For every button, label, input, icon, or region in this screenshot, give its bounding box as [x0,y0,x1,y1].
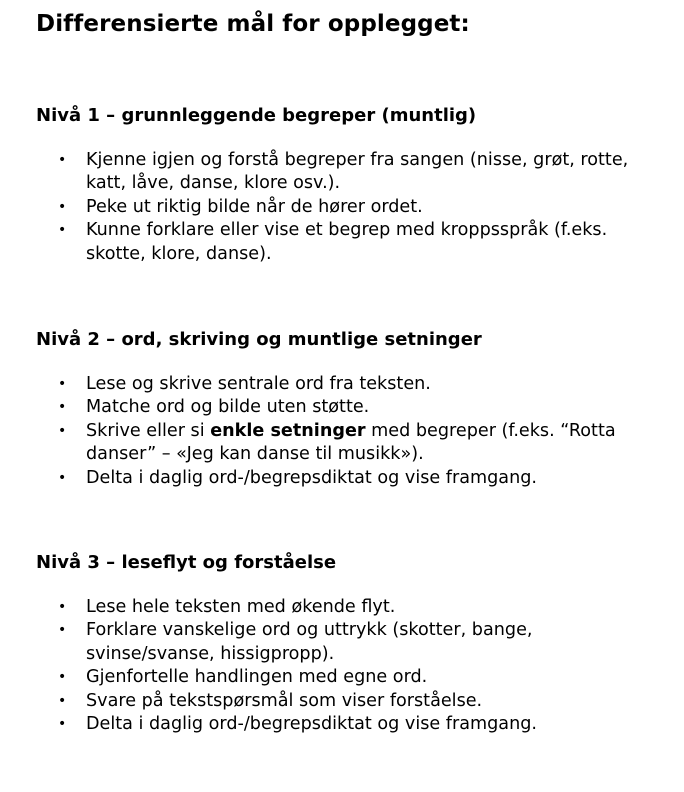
section-heading: Nivå 1 – grunnleggende begreper (muntlig) [36,105,477,126]
list-item [36,396,656,419]
bullet-icon: • [58,198,67,215]
goal-list [36,373,656,490]
list-item-text-post: med begreper (f.eks. “Rotta danser” – «Jeg kan danse til musikk»). [86,420,616,465]
list-item-text: Matche ord og bilde uten støtte. [86,397,370,418]
list-item-text-pre: Skrive eller si [86,420,211,441]
bullet-icon: • [58,599,67,615]
list-item-text: Lese og skrive sentrale ord fra teksten. [86,374,431,394]
section-level-3 [36,551,656,736]
goal-list [36,596,656,736]
list-item-text: Lese hele teksten med økende flyt. [86,597,396,617]
bullet-icon: • [58,222,67,239]
list-item-text: Gjenfortelle handlingen med egne ord. [86,667,428,688]
section-level-2 [36,328,656,490]
list-item [36,149,656,196]
list-item [36,219,656,266]
list-item-text-bold: enkle setninger [210,420,366,441]
list-item [36,713,656,736]
list-item [36,619,656,666]
bullet-icon: • [58,399,67,416]
list-item [36,373,656,396]
list-item [36,690,656,713]
section-level-1 [36,104,656,266]
bullet-icon: • [58,469,67,486]
list-item [36,666,656,689]
list-item-text: Svare på tekstspørsmål som viser forståelse. [86,690,483,711]
bullet-icon: • [58,422,67,439]
list-item [36,196,656,219]
list-item-text: Delta i daglig ord-/begrepsdiktat og vise framgang. [86,467,537,488]
bullet-icon: • [58,376,67,392]
list-item [36,420,656,467]
list-item-text: Peke ut riktig bilde når de hører ordet. [86,196,423,217]
list-item [36,596,656,619]
goal-list [36,149,656,266]
bullet-icon: • [58,152,67,168]
list-item-text: Kunne forklare eller vise et begrep med kroppsspråk (f.eks. skotte, klore, danse). [86,220,608,264]
bullet-icon: • [58,692,67,709]
bullet-icon: • [58,669,67,686]
list-item-text: Kjenne igjen og forstå begreper fra sangen (nisse, grøt, rotte, katt, låve, danse, klore osv.). [86,150,629,194]
list-item [36,467,656,490]
list-item-text: Delta i daglig ord-/begrepsdiktat og vise framgang. [86,714,537,735]
bullet-icon: • [58,716,67,733]
list-item-text: Forklare vanskelige ord og uttrykk (skotter, bange, svinse/svanse, hissigpropp). [86,620,533,664]
section-heading: Nivå 3 – leseflyt og forståelse [36,552,337,573]
bullet-icon: • [58,622,67,639]
section-heading: Nivå 2 – ord, skriving og muntlige setninger [36,329,482,350]
document-title: Differensierte mål for opplegget: [36,11,470,37]
